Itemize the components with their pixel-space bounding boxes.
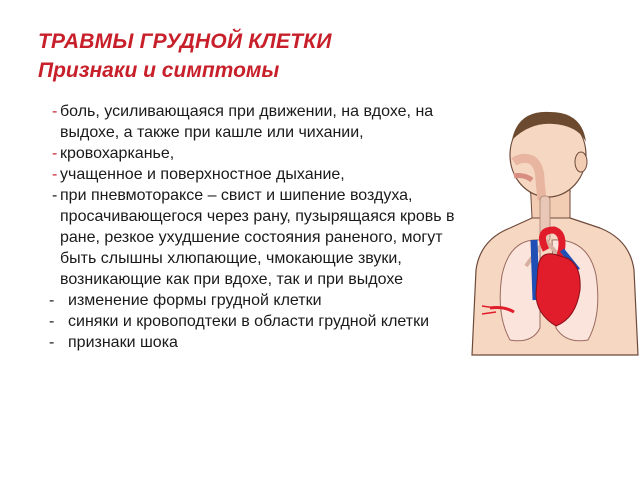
bullet-dash: - xyxy=(52,103,58,120)
symptom-text: кровохарканье, xyxy=(60,145,175,162)
bullet-dash: - xyxy=(49,334,55,351)
bullet-dash: - xyxy=(52,187,58,204)
bullet-dash: - xyxy=(52,166,58,183)
slide-title: ТРАВМЫ ГРУДНОЙ КЛЕТКИ xyxy=(38,30,332,53)
symptom-item xyxy=(38,290,478,311)
symptom-item xyxy=(38,164,478,185)
symptom-text: признаки шока xyxy=(68,334,178,351)
symptom-text: при пневмотораксе – свист и шипение воздуха, просачивающегося через рану, пузырящаяся кровь в ране, резкое ухудшение состояния раненого, могут быть слышны хлюпающие, чмокающие звуки, возникающие как при вдохе, так и при выдохе xyxy=(60,187,455,288)
slide-subtitle: Признаки и симптомы xyxy=(38,59,280,82)
symptom-text: учащенное и поверхностное дыхание, xyxy=(60,166,345,183)
ear xyxy=(575,152,587,172)
symptom-item xyxy=(38,143,478,164)
symptom-item xyxy=(38,311,478,332)
human-torso-respiratory-system-icon xyxy=(470,100,640,360)
symptom-item xyxy=(38,101,478,143)
symptom-list xyxy=(38,101,478,353)
bullet-dash: - xyxy=(49,313,55,330)
vena-cava xyxy=(534,240,536,300)
symptom-text: синяки и кровоподтеки в области грудной клетки xyxy=(68,313,430,330)
symptom-item xyxy=(38,332,478,353)
bullet-dash: - xyxy=(52,145,58,162)
symptom-item xyxy=(38,185,478,290)
symptom-text: боль, усиливающаяся при движении, на вдохе, на выдохе, а также при кашле или чихании, xyxy=(60,103,434,141)
bullet-dash: - xyxy=(49,292,55,309)
symptom-text: изменение формы грудной клетки xyxy=(68,292,322,309)
